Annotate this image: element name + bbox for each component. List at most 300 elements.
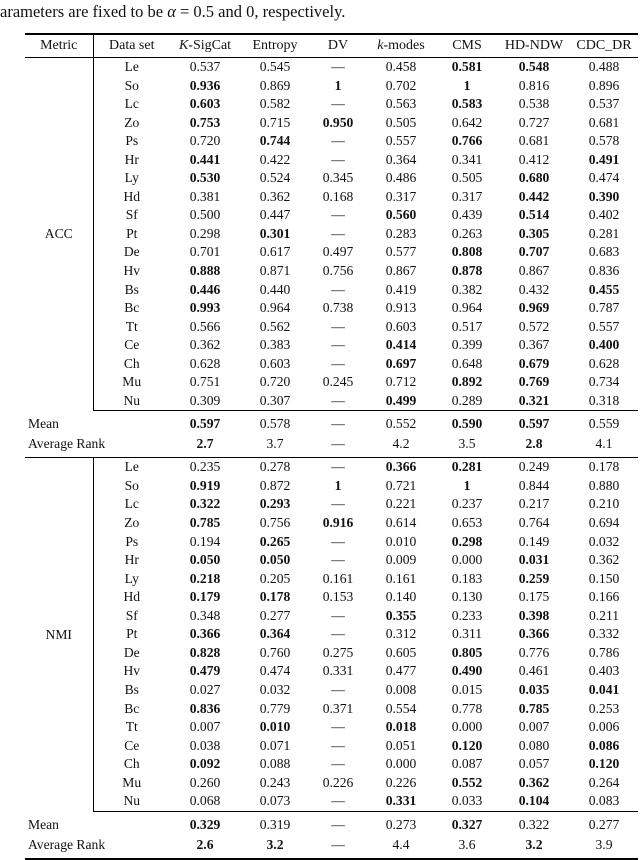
value-cell: 0.130 — [451, 589, 483, 605]
value-cell: 0.281 — [588, 225, 620, 241]
table-row-acc-hr — [25, 151, 638, 170]
value-cell: 0.867 — [385, 263, 417, 279]
value-cell: 0.265 — [259, 533, 291, 549]
col-header-entropy: Entropy — [240, 34, 310, 58]
summary-label: Mean — [28, 416, 59, 432]
value-cell: 0.366 — [385, 459, 417, 475]
summary-value-cell: 2.8 — [498, 434, 570, 458]
metric-label-nmi: NMI — [25, 458, 93, 811]
value-cell: 0.317 — [451, 188, 483, 204]
dataset-label: Hd — [123, 589, 141, 605]
value-cell: 1 — [334, 77, 342, 93]
value-cell: 0.836 — [588, 263, 620, 279]
value-cell: 0.936 — [189, 77, 221, 93]
value-cell: 0.237 — [451, 496, 483, 512]
value-cell: 0.073 — [240, 792, 310, 811]
value-cell: 1 — [463, 477, 471, 493]
value-cell: 0.362 — [259, 188, 291, 204]
table-row-nmi-sf — [25, 607, 638, 626]
value-cell: 0.322 — [189, 496, 221, 512]
value-cell: 0.364 — [259, 626, 291, 642]
value-cell: 0.311 — [451, 626, 483, 642]
dataset-label: Ce — [124, 337, 140, 353]
table-row-acc-de — [25, 243, 638, 262]
value-cell: 0.701 — [189, 244, 221, 260]
col-header-k-sigcat: K-SigCat — [170, 34, 240, 58]
value-cell: 0.259 — [518, 570, 550, 586]
dataset-label: Sf — [125, 607, 138, 623]
col-header-k-modes: k-modes — [366, 34, 436, 58]
value-cell: 0.381 — [189, 188, 221, 204]
value-cell: 0.088 — [259, 756, 291, 772]
table-row-nmi-nu — [25, 792, 638, 811]
value-cell: 0.530 — [189, 170, 221, 186]
dataset-label: Hv — [123, 263, 141, 279]
value-cell: 0.086 — [588, 737, 620, 753]
value-cell: 0.120 — [451, 737, 483, 753]
dataset-label: Tt — [125, 318, 138, 334]
summary-value-cell: 0.597 — [189, 416, 221, 432]
value-cell: — — [331, 225, 345, 241]
value-cell: 0.153 — [322, 589, 354, 605]
table-row-acc-ps — [25, 132, 638, 151]
value-cell: 0.603 — [385, 318, 417, 334]
value-cell: 0.697 — [385, 355, 417, 371]
value-cell: 0.318 — [570, 392, 638, 411]
dataset-label: Mu — [122, 774, 142, 790]
summary-value-cell: 0.327 — [451, 816, 483, 832]
value-cell: 0.253 — [588, 700, 620, 716]
summary-value-cell: 3.9 — [595, 836, 613, 852]
summary-value-cell: 0.552 — [385, 416, 417, 432]
value-cell: 0.355 — [385, 607, 417, 623]
table-row-acc-lc — [25, 95, 638, 114]
summary-value-cell: 2.6 — [196, 836, 214, 852]
value-cell: 0.015 — [451, 681, 483, 697]
dataset-label: Ly — [124, 570, 139, 586]
value-cell: 0.083 — [570, 792, 638, 811]
value-cell: 0.720 — [259, 374, 291, 390]
value-cell: 0.035 — [518, 681, 550, 697]
dataset-label: Le — [124, 59, 139, 74]
value-cell: 0.628 — [588, 355, 620, 371]
value-cell: 0.331 — [366, 792, 436, 811]
value-cell: 0.179 — [189, 589, 221, 605]
value-cell: 0.366 — [189, 626, 221, 642]
summary-value-cell: 0.319 — [259, 816, 291, 832]
value-cell: 0.545 — [259, 59, 291, 74]
value-cell: 0.007 — [518, 719, 550, 735]
value-cell: 0.969 — [518, 300, 550, 316]
dataset-label: Zo — [124, 515, 140, 531]
value-cell: 0.183 — [451, 570, 483, 586]
dataset-label: Hv — [123, 663, 141, 679]
value-cell: 0.439 — [451, 207, 483, 223]
value-cell: 0.721 — [385, 477, 417, 493]
value-cell: 0.383 — [259, 337, 291, 353]
value-cell: 0.275 — [322, 644, 354, 660]
value-cell: 0.041 — [588, 681, 620, 697]
value-cell: 0.617 — [259, 244, 291, 260]
value-cell: 0.332 — [588, 626, 620, 642]
value-cell: 0.554 — [385, 700, 417, 716]
value-cell: 0.653 — [451, 515, 483, 531]
value-cell: 0.578 — [588, 133, 620, 149]
summary-value-cell: 0.322 — [518, 816, 550, 832]
value-cell: 0.008 — [385, 681, 417, 697]
value-cell: 0.178 — [259, 589, 291, 605]
table-row-nmi-ce — [25, 737, 638, 756]
table-row-nmi-hr — [25, 551, 638, 570]
table-row-nmi-ch — [25, 755, 638, 774]
value-cell: 0.766 — [451, 133, 483, 149]
value-cell: — — [331, 337, 345, 353]
value-cell: 0.068 — [170, 792, 240, 811]
value-cell: — — [331, 459, 345, 475]
value-cell: 0.194 — [189, 533, 221, 549]
value-cell: 0.441 — [189, 151, 221, 167]
dataset-label: Ly — [124, 170, 139, 186]
value-cell: 0.104 — [498, 792, 570, 811]
value-cell: 0.341 — [451, 151, 483, 167]
value-cell: 0.249 — [518, 459, 550, 475]
value-cell: 0.603 — [189, 96, 221, 112]
value-cell: 0.010 — [259, 719, 291, 735]
dataset-label: Nu — [93, 392, 170, 411]
value-cell: 0.007 — [189, 719, 221, 735]
value-cell: 0.305 — [518, 225, 550, 241]
value-cell: 0.964 — [451, 300, 483, 316]
value-cell: 0.491 — [588, 151, 620, 167]
table-row-nmi-bs — [25, 681, 638, 700]
value-cell: 0.514 — [518, 207, 550, 223]
value-cell: 0.366 — [518, 626, 550, 642]
value-cell: 0.563 — [385, 96, 417, 112]
value-cell: 0.583 — [451, 96, 483, 112]
value-cell: 0.400 — [588, 337, 620, 353]
value-cell: 0.499 — [366, 392, 436, 411]
summary-row-nmi-mean — [25, 811, 638, 835]
value-cell: 0.993 — [189, 300, 221, 316]
value-cell: — — [331, 533, 345, 549]
value-cell: 0.497 — [322, 244, 354, 260]
table-row-acc-tt — [25, 318, 638, 337]
value-cell: 0.488 — [588, 59, 620, 74]
value-cell: 0.289 — [436, 392, 498, 411]
value-cell: 0.964 — [259, 300, 291, 316]
value-cell: 0.403 — [588, 663, 620, 679]
value-cell: 0.614 — [385, 515, 417, 531]
dataset-label: Bs — [124, 281, 139, 297]
value-cell: 0.298 — [451, 533, 483, 549]
value-cell: 0.210 — [588, 496, 620, 512]
value-cell: 0.878 — [451, 263, 483, 279]
value-cell: 0.331 — [322, 663, 354, 679]
value-cell: 0.038 — [189, 737, 221, 753]
summary-value-cell: 0.597 — [518, 416, 550, 432]
value-cell: 0.867 — [518, 263, 550, 279]
value-cell: 0.727 — [518, 114, 550, 130]
value-cell: 0.092 — [189, 756, 221, 772]
value-cell: 0.398 — [518, 607, 550, 623]
value-cell: 0.913 — [385, 300, 417, 316]
value-cell: — — [331, 552, 345, 568]
value-cell: 0.057 — [518, 756, 550, 772]
value-cell: 0.362 — [588, 552, 620, 568]
value-cell: 0.552 — [451, 774, 483, 790]
value-cell: 0.226 — [322, 774, 354, 790]
value-cell: 0.738 — [322, 300, 354, 316]
value-cell: 0.440 — [259, 281, 291, 297]
value-cell: 0.260 — [189, 774, 221, 790]
value-cell: 0.681 — [518, 133, 550, 149]
table-row-acc-nu — [25, 392, 638, 411]
table-row-acc-ch — [25, 355, 638, 374]
value-cell: 0.844 — [518, 477, 550, 493]
table-row-nmi-le — [25, 458, 638, 477]
value-cell: 0.869 — [259, 77, 291, 93]
value-cell: 0.422 — [259, 151, 291, 167]
dataset-label: De — [123, 644, 140, 660]
value-cell: 0.605 — [385, 644, 417, 660]
value-cell: 0.683 — [588, 244, 620, 260]
value-cell: 0.390 — [588, 188, 620, 204]
value-cell: 0.175 — [518, 589, 550, 605]
value-cell: 0.720 — [189, 133, 221, 149]
table-row-nmi-zo — [25, 514, 638, 533]
value-cell: 0.805 — [451, 644, 483, 660]
dataset-label: Nu — [93, 792, 170, 811]
table-row-acc-so — [25, 77, 638, 96]
summary-value-cell: 3.2 — [525, 836, 543, 852]
value-cell: 0.309 — [170, 392, 240, 411]
col-header-cdc-dr: CDC_DR — [570, 34, 638, 58]
value-cell: 0.548 — [518, 59, 550, 74]
value-cell: 0.581 — [451, 59, 483, 74]
summary-value-cell: 0.273 — [385, 816, 417, 832]
dataset-label: Hr — [124, 151, 139, 167]
value-cell: 0.233 — [451, 607, 483, 623]
summary-row-acc-mean — [25, 411, 638, 435]
dataset-label: Lc — [124, 496, 139, 512]
value-cell: 0.694 — [588, 515, 620, 531]
value-cell: 0.919 — [189, 477, 221, 493]
value-cell: 0.916 — [322, 515, 354, 531]
table-row-nmi-tt — [25, 718, 638, 737]
value-cell: 0.769 — [518, 374, 550, 390]
value-cell: 0.560 — [385, 207, 417, 223]
value-cell: 0.226 — [385, 774, 417, 790]
value-cell: 0.779 — [259, 700, 291, 716]
value-cell: 0.712 — [385, 374, 417, 390]
summary-value-cell: — — [331, 816, 345, 832]
table-row-nmi-pt — [25, 625, 638, 644]
value-cell: 0.161 — [322, 570, 354, 586]
value-cell: 0.140 — [385, 589, 417, 605]
value-cell: 0.785 — [189, 515, 221, 531]
dataset-label: Hr — [124, 552, 139, 568]
value-cell: — — [331, 318, 345, 334]
value-cell: 0.447 — [259, 207, 291, 223]
value-cell: — — [331, 681, 345, 697]
value-cell: 0.808 — [451, 244, 483, 260]
value-cell: 0.264 — [588, 774, 620, 790]
summary-value-cell: — — [331, 836, 345, 852]
dataset-label: Ch — [123, 355, 140, 371]
table-row-nmi-ly — [25, 570, 638, 589]
summary-value-cell: 2.7 — [170, 434, 240, 458]
dataset-label: So — [124, 77, 139, 93]
value-cell: — — [331, 496, 345, 512]
dataset-label: Bs — [124, 681, 139, 697]
value-cell: 0.080 — [518, 737, 550, 753]
summary-value-cell: 0.578 — [259, 416, 291, 432]
value-cell: — — [331, 737, 345, 753]
value-cell: 0.715 — [259, 114, 291, 130]
value-cell: 1 — [463, 77, 471, 93]
table-row-acc-ly — [25, 169, 638, 188]
value-cell: 0.479 — [189, 663, 221, 679]
value-cell: 0.149 — [518, 533, 550, 549]
dataset-label: Lc — [124, 96, 139, 112]
table-row-acc-mu — [25, 373, 638, 392]
table-row-nmi-lc — [25, 495, 638, 514]
value-cell: — — [310, 392, 366, 411]
value-cell: 0.582 — [259, 96, 291, 112]
value-cell: 0.432 — [518, 281, 550, 297]
value-cell: 0.872 — [259, 477, 291, 493]
value-cell: 0.836 — [189, 700, 221, 716]
value-cell: 0.566 — [189, 318, 221, 334]
table-row-nmi-ps — [25, 533, 638, 552]
dataset-label: De — [123, 244, 140, 260]
table-header-row — [25, 34, 638, 58]
value-cell: 0.027 — [189, 681, 221, 697]
value-cell: 0.006 — [588, 719, 620, 735]
value-cell: 0.753 — [189, 114, 221, 130]
col-header-cms: CMS — [436, 34, 498, 58]
table-row-acc-zo — [25, 114, 638, 133]
value-cell: 0.402 — [588, 207, 620, 223]
value-cell: 0.414 — [385, 337, 417, 353]
value-cell: 0.628 — [189, 355, 221, 371]
value-cell: 0.702 — [385, 77, 417, 93]
value-cell: 0.446 — [189, 281, 221, 297]
value-cell: 0.050 — [189, 552, 221, 568]
value-cell: — — [331, 151, 345, 167]
value-cell: 0.751 — [189, 374, 221, 390]
table-row-nmi-hv — [25, 662, 638, 681]
value-cell: 0.888 — [189, 263, 221, 279]
value-cell: 0.367 — [518, 337, 550, 353]
summary-value-cell: 3.7 — [240, 434, 310, 458]
value-cell: 0.950 — [322, 114, 354, 130]
value-cell: 0.461 — [518, 663, 550, 679]
value-cell: 0.312 — [385, 626, 417, 642]
value-cell: 0.221 — [385, 496, 417, 512]
table-row-acc-bs — [25, 281, 638, 300]
value-cell: 0.871 — [259, 263, 291, 279]
value-cell: 0.538 — [518, 96, 550, 112]
value-cell: — — [331, 207, 345, 223]
summary-row-acc-average-rank — [25, 434, 638, 458]
dataset-label: Bc — [124, 300, 140, 316]
value-cell: 0.281 — [451, 459, 483, 475]
summary-value-cell: — — [331, 416, 345, 432]
table-row-acc-bc — [25, 299, 638, 318]
value-cell: 0.557 — [385, 133, 417, 149]
value-cell: 0.744 — [259, 133, 291, 149]
value-cell: 0.603 — [259, 355, 291, 371]
dataset-label: Le — [124, 459, 139, 475]
value-cell: 0.161 — [385, 570, 417, 586]
value-cell: 0.277 — [259, 607, 291, 623]
summary-value-cell: 4.2 — [366, 434, 436, 458]
value-cell: 0.537 — [588, 96, 620, 112]
value-cell: 0.000 — [451, 552, 483, 568]
table-row-nmi-bc — [25, 700, 638, 719]
value-cell: 0.399 — [451, 337, 483, 353]
value-cell: 0.786 — [588, 644, 620, 660]
value-cell: 0.486 — [385, 170, 417, 186]
value-cell: 0.455 — [588, 281, 620, 297]
dataset-label: Hd — [123, 188, 141, 204]
value-cell: 0.679 — [518, 355, 550, 371]
value-cell: 0.364 — [385, 151, 417, 167]
value-cell: 0.756 — [322, 263, 354, 279]
value-cell: 0.642 — [451, 114, 483, 130]
value-cell: 0.205 — [259, 570, 291, 586]
value-cell: 0.816 — [518, 77, 550, 93]
summary-row-nmi-average-rank — [25, 835, 638, 859]
results-table — [25, 33, 638, 860]
value-cell: 0.577 — [385, 244, 417, 260]
value-cell: — — [331, 607, 345, 623]
col-header-dv: DV — [310, 34, 366, 58]
value-cell: 0.880 — [588, 477, 620, 493]
summary-value-cell: 0.277 — [588, 816, 620, 832]
value-cell: 0.680 — [518, 170, 550, 186]
value-cell: 0.000 — [385, 756, 417, 772]
value-cell: — — [331, 719, 345, 735]
value-cell: 0.776 — [518, 644, 550, 660]
value-cell: 0.348 — [189, 607, 221, 623]
table-row-nmi-hd — [25, 588, 638, 607]
value-cell: 0.051 — [385, 737, 417, 753]
value-cell: 0.245 — [322, 374, 354, 390]
value-cell: 0.787 — [588, 300, 620, 316]
value-cell: 0.707 — [518, 244, 550, 260]
value-cell: 0.278 — [259, 459, 291, 475]
dataset-label: Ps — [125, 133, 139, 149]
value-cell: 0.301 — [259, 225, 291, 241]
value-cell: 0.778 — [451, 700, 483, 716]
value-cell: 0.307 — [240, 392, 310, 411]
value-cell: 0.828 — [189, 644, 221, 660]
value-cell: 0.009 — [385, 552, 417, 568]
value-cell: 0.681 — [588, 114, 620, 130]
table-row-acc-sf — [25, 206, 638, 225]
summary-value-cell: 4.1 — [570, 434, 638, 458]
value-cell: — — [331, 133, 345, 149]
summary-value-cell: 3.6 — [458, 836, 476, 852]
dataset-label: Ce — [124, 737, 140, 753]
dataset-label: So — [124, 477, 139, 493]
value-cell: 0.562 — [259, 318, 291, 334]
value-cell: 0.382 — [451, 281, 483, 297]
value-cell: 0.000 — [451, 719, 483, 735]
value-cell: 0.317 — [385, 188, 417, 204]
